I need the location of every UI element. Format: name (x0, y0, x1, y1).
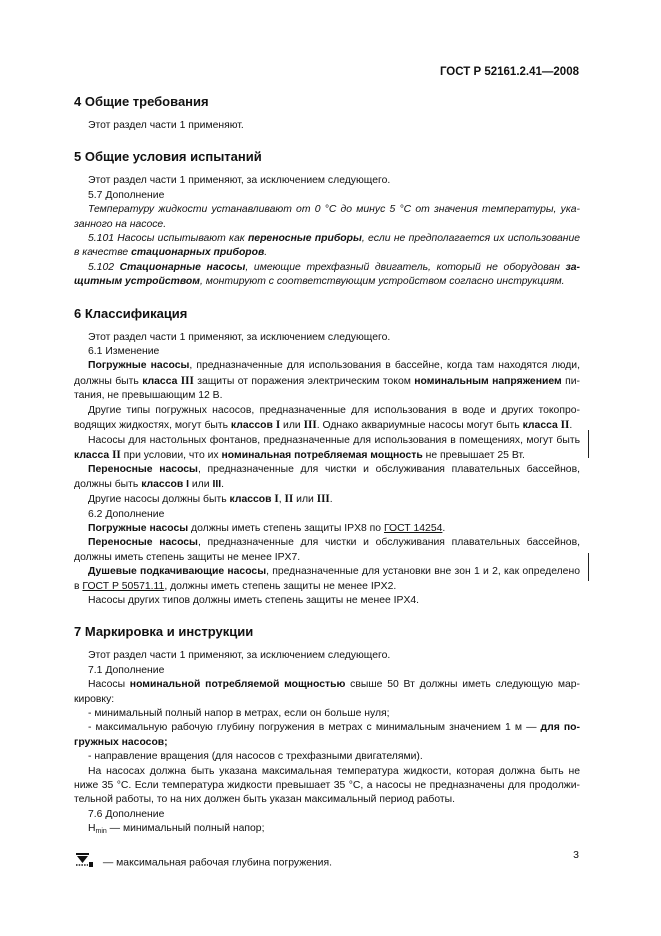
paragraph: Переносные насосы, предназначенные для чистки и обслуживания плавательных бассейнов, должны иметь степень защиты не менее IPX7. (74, 537, 580, 563)
standard-code: ГОСТ Р 52161.2.41—2008 (439, 66, 579, 78)
list-item: - направление вращения (для насосов с трехфазными двигателями). (88, 751, 423, 763)
list-item: - минимальный полный напор в метрах, если он больше нуля; (88, 708, 390, 719)
paragraph: Насосы других типов должны иметь степень защиты не менее IPX4. (88, 594, 420, 606)
paragraph: 5.102 Стационарные насосы, имеющие трехфазный двигатель, который не оборудован защитным устройством, монтируют с соответствующим устройством согласно инструкциям. (74, 261, 581, 288)
change-bar (588, 430, 589, 458)
paragraph: Этот раздел части 1 применяют, за исключением следующего. (88, 650, 391, 662)
paragraph: Погружные насосы должны иметь степень защиты IPX8 по ГОСТ 14254. (88, 522, 446, 534)
page-content (74, 94, 580, 873)
section-title: 6 Классификация (74, 305, 188, 321)
paragraph: $H_{min}$ — минимальный полный напор; (88, 823, 265, 836)
paragraph: Температуру жидкости устанавливают от 0 °С до минус 5 °С от значения температуры, указанного на насосе. (74, 204, 580, 230)
paragraph: Насосы для настольных фонтанов, предназначенные для использования в помещениях, могут быть класса II при условии, что их номинальная потребляемая мощность не превышает 25 Вт. (74, 434, 580, 461)
list-item: - максимальную рабочую глубину погружения в метрах с минимальным значением 1 м — для погружных насосов; (74, 722, 580, 748)
paragraph: — максимальная рабочая глубина погружения. (74, 852, 580, 873)
paragraph: На насосах должна быть указана максимальная температура жидкости, которая должна быть не ниже 35 °С. Если температура жидкости превышает 35 °С, а насосы не предназначены для продолжительной работы, то на них должен быть указан максимальный период работы. (74, 765, 580, 806)
max-immersion-depth-icon (74, 852, 94, 873)
standard-reference-link[interactable]: ГОСТ Р 50571.11 (82, 580, 165, 592)
section-title: 7 Маркировка и инструкции (74, 624, 254, 640)
clause-heading: 7.1 Дополнение (88, 664, 165, 676)
paragraph: Душевые подкачивающие насосы, предназначенные для установки вне зон 1 и 2, как определено в ГОСТ Р 50571.11, должны иметь степень защиты не менее IPX2. (74, 566, 580, 592)
section-title: 4 Общие требования (74, 94, 209, 109)
paragraph: Этот раздел части 1 применяют. (88, 120, 244, 131)
change-bar (588, 553, 589, 581)
clause-heading: 6.1 Изменение (88, 346, 160, 358)
paragraph: Другие типы погружных насосов, предназначенные для использования в воде и других токопроводящих жидкостях, могут быть классов I или III. Однако аквариумные насосы могут быть класса II. (74, 404, 580, 432)
clause-heading: 5.7 Дополнение (88, 189, 165, 201)
paragraph: Насосы номинальной потребляемой мощностью свыше 50 Вт должны иметь следующую маркировку: (74, 679, 580, 705)
paragraph: Погружные насосы, предназначенные для использования в бассейне, когда там находятся люди, должны быть класса III защиты от поражения электрическим током номинальным напряжением питания, не превышающим 12 В. (74, 360, 580, 402)
page-number: 3 (573, 849, 579, 861)
clause-heading: 6.2 Дополнение (88, 508, 165, 520)
clause-heading: 7.6 Дополнение (88, 808, 165, 820)
section-title: 5 Общие условия испытаний (74, 149, 262, 165)
standard-reference-link[interactable]: ГОСТ 14254 (383, 522, 443, 534)
paragraph: Другие насосы должны быть классов I, II или III. (88, 493, 333, 506)
paragraph: 5.101 Насосы испытывают как переносные приборы, если не предполагается их использование в качестве стационарных приборов. (74, 233, 581, 259)
paragraph: Этот раздел части 1 применяют, за исключением следующего. (88, 331, 391, 343)
paragraph: Переносные насосы, предназначенные для чистки и обслуживания плавательных бассейнов, должны быть классов I или III. (74, 464, 580, 490)
paragraph: Этот раздел части 1 применяют, за исключением следующего. (88, 175, 391, 187)
